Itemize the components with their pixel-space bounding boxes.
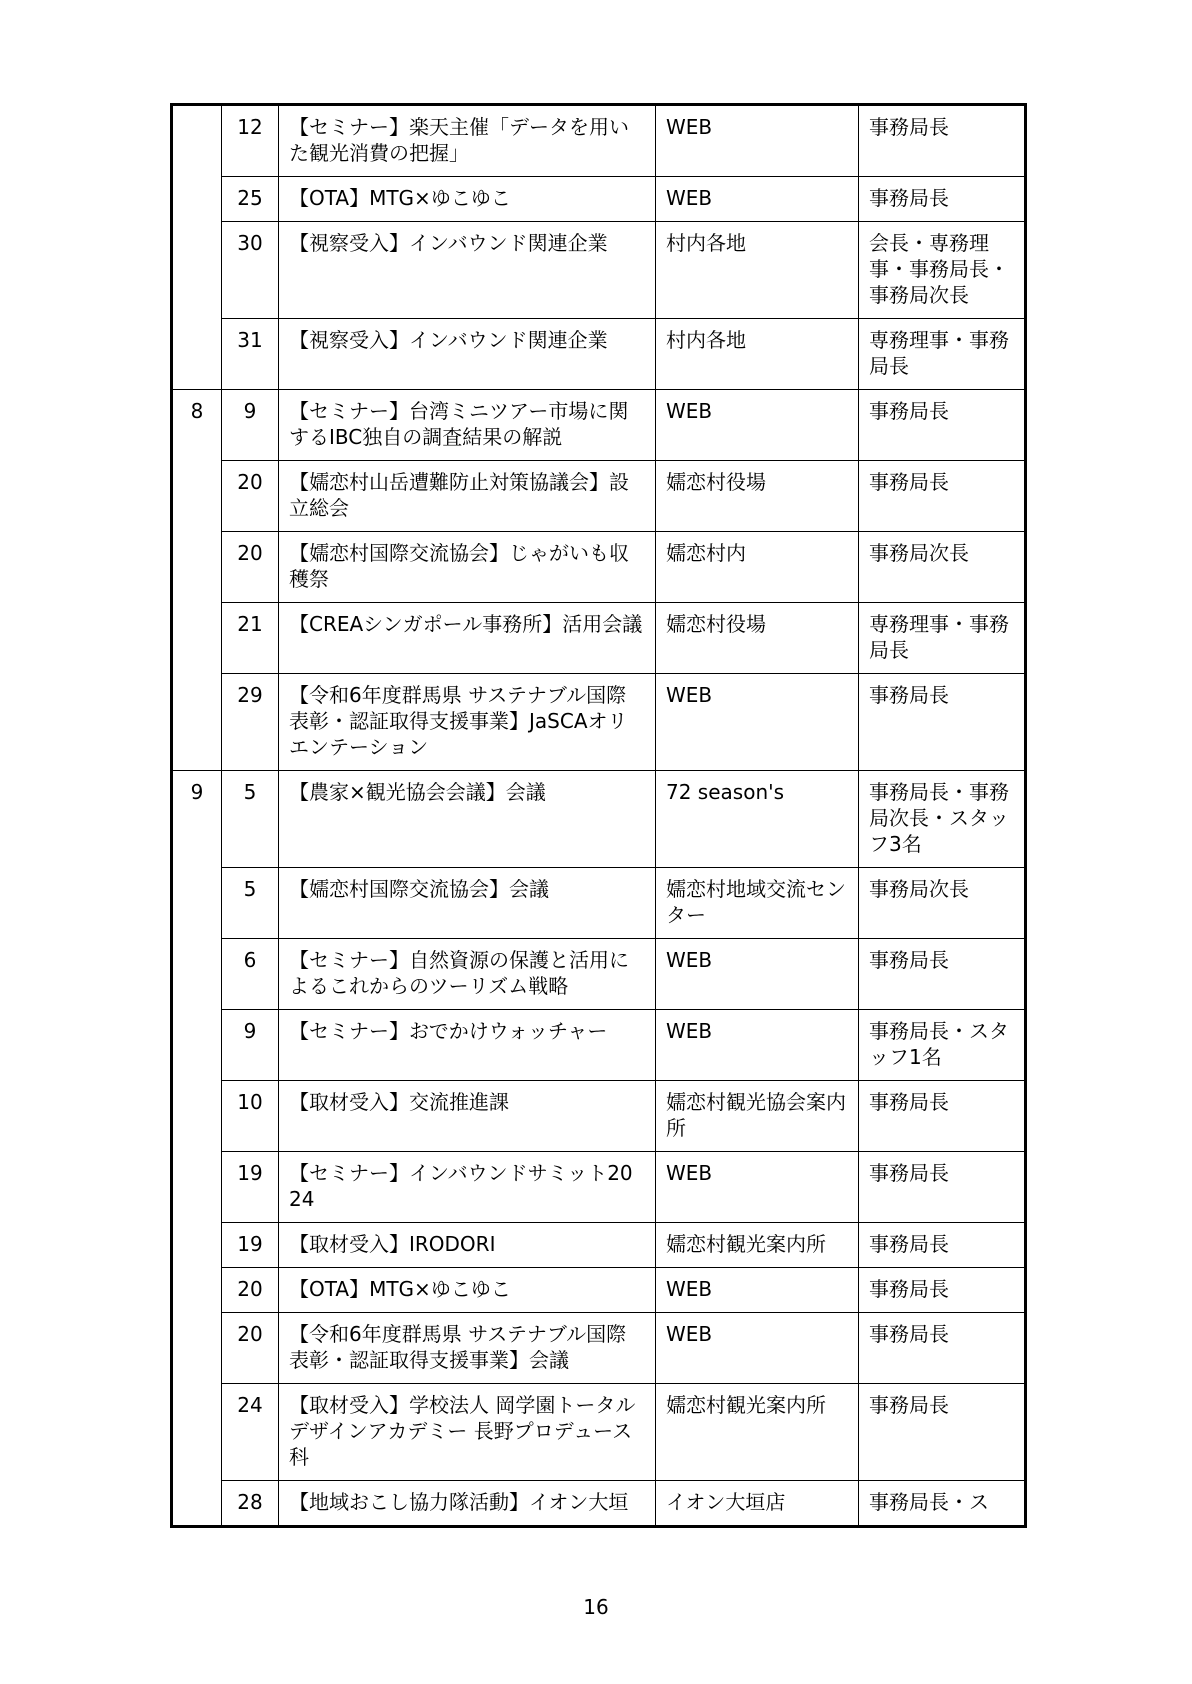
event-cell: 【視察受入】インバウンド関連企業	[279, 222, 656, 319]
place-cell: 嬬恋村観光案内所	[656, 1223, 859, 1268]
day-cell: 5	[222, 868, 279, 939]
table-row	[172, 105, 1026, 177]
event-cell: 【取材受入】IRODORI	[279, 1223, 656, 1268]
day-cell: 20	[222, 461, 279, 532]
attendee-cell: 事務局長	[859, 1081, 1026, 1152]
schedule-table-body	[172, 105, 1026, 1527]
day-cell: 29	[222, 674, 279, 771]
day-cell: 20	[222, 532, 279, 603]
table-row	[172, 771, 1026, 868]
day-cell: 9	[222, 1010, 279, 1081]
table-row	[172, 868, 1026, 939]
place-cell: 村内各地	[656, 319, 859, 390]
event-cell: 【セミナー】おでかけウォッチャー	[279, 1010, 656, 1081]
place-cell: 嬬恋村観光協会案内所	[656, 1081, 859, 1152]
place-cell: 嬬恋村役場	[656, 461, 859, 532]
day-cell: 6	[222, 939, 279, 1010]
place-cell: WEB	[656, 939, 859, 1010]
attendee-cell: 事務局長	[859, 1384, 1026, 1481]
table-row	[172, 177, 1026, 222]
attendee-cell: 事務局長	[859, 1152, 1026, 1223]
table-row	[172, 222, 1026, 319]
event-cell: 【取材受入】学校法人 岡学園トータルデザインアカデミー 長野プロデュース科	[279, 1384, 656, 1481]
table-row	[172, 1152, 1026, 1223]
place-cell: WEB	[656, 390, 859, 461]
table-row	[172, 1081, 1026, 1152]
day-cell: 20	[222, 1268, 279, 1313]
attendee-cell: 専務理事・事務局長	[859, 319, 1026, 390]
table-row	[172, 390, 1026, 461]
table-row	[172, 1223, 1026, 1268]
day-cell: 20	[222, 1313, 279, 1384]
day-cell: 12	[222, 105, 279, 177]
day-cell: 19	[222, 1223, 279, 1268]
event-cell: 【OTA】MTG×ゆこゆこ	[279, 1268, 656, 1313]
page-number: 16	[583, 1595, 609, 1619]
attendee-cell: 事務局長	[859, 1313, 1026, 1384]
attendee-cell: 事務局次長	[859, 532, 1026, 603]
event-cell: 【取材受入】交流推進課	[279, 1081, 656, 1152]
attendee-cell: 事務局長	[859, 1268, 1026, 1313]
month-cell: 8	[172, 390, 222, 771]
attendee-cell: 専務理事・事務局長	[859, 603, 1026, 674]
event-cell: 【セミナー】自然資源の保護と活用によるこれからのツーリズム戦略	[279, 939, 656, 1010]
event-cell: 【令和6年度群馬県 サステナブル国際表彰・認証取得支援事業】JaSCAオリエンテーション	[279, 674, 656, 771]
event-cell: 【視察受入】インバウンド関連企業	[279, 319, 656, 390]
attendee-cell: 事務局長	[859, 177, 1026, 222]
place-cell: WEB	[656, 1313, 859, 1384]
attendee-cell: 事務局長	[859, 461, 1026, 532]
table-row	[172, 1313, 1026, 1384]
attendee-cell: 事務局長・スタッフ1名	[859, 1010, 1026, 1081]
place-cell: 72 season's	[656, 771, 859, 868]
attendee-cell: 事務局長	[859, 674, 1026, 771]
place-cell: 嬬恋村役場	[656, 603, 859, 674]
event-cell: 【セミナー】台湾ミニツアー市場に関するIBC独自の調査結果の解説	[279, 390, 656, 461]
attendee-cell: 事務局長	[859, 105, 1026, 177]
table-row	[172, 1481, 1026, 1527]
event-cell: 【令和6年度群馬県 サステナブル国際表彰・認証取得支援事業】会議	[279, 1313, 656, 1384]
activity-schedule-table	[170, 103, 1027, 1528]
attendee-cell: 事務局次長	[859, 868, 1026, 939]
table-row	[172, 1384, 1026, 1481]
table-row	[172, 319, 1026, 390]
day-cell: 31	[222, 319, 279, 390]
attendee-cell: 事務局長・ス	[859, 1481, 1026, 1527]
day-cell: 28	[222, 1481, 279, 1527]
event-cell: 【セミナー】インバウンドサミット2024	[279, 1152, 656, 1223]
table-row	[172, 1268, 1026, 1313]
day-cell: 21	[222, 603, 279, 674]
place-cell: 村内各地	[656, 222, 859, 319]
attendee-cell: 事務局長	[859, 1223, 1026, 1268]
day-cell: 9	[222, 390, 279, 461]
place-cell: WEB	[656, 1268, 859, 1313]
place-cell: WEB	[656, 1152, 859, 1223]
table-row	[172, 1010, 1026, 1081]
day-cell: 19	[222, 1152, 279, 1223]
attendee-cell: 事務局長	[859, 390, 1026, 461]
day-cell: 5	[222, 771, 279, 868]
place-cell: 嬬恋村地域交流センター	[656, 868, 859, 939]
place-cell: 嬬恋村観光案内所	[656, 1384, 859, 1481]
table-row	[172, 532, 1026, 603]
attendee-cell: 事務局長・事務局次長・スタッフ3名	[859, 771, 1026, 868]
table-row	[172, 939, 1026, 1010]
event-cell: 【嬬恋村山岳遭難防止対策協議会】設立総会	[279, 461, 656, 532]
month-cell	[172, 105, 222, 390]
table-row	[172, 674, 1026, 771]
event-cell: 【地域おこし協力隊活動】イオン大垣	[279, 1481, 656, 1527]
place-cell: WEB	[656, 177, 859, 222]
table-row	[172, 461, 1026, 532]
event-cell: 【OTA】MTG×ゆこゆこ	[279, 177, 656, 222]
day-cell: 24	[222, 1384, 279, 1481]
day-cell: 10	[222, 1081, 279, 1152]
event-cell: 【嬬恋村国際交流協会】会議	[279, 868, 656, 939]
day-cell: 25	[222, 177, 279, 222]
month-cell: 9	[172, 771, 222, 1527]
event-cell: 【嬬恋村国際交流協会】じゃがいも収穫祭	[279, 532, 656, 603]
table-row	[172, 603, 1026, 674]
event-cell: 【農家×観光協会会議】会議	[279, 771, 656, 868]
day-cell: 30	[222, 222, 279, 319]
place-cell: イオン大垣店	[656, 1481, 859, 1527]
place-cell: 嬬恋村内	[656, 532, 859, 603]
place-cell: WEB	[656, 1010, 859, 1081]
place-cell: WEB	[656, 674, 859, 771]
attendee-cell: 事務局長	[859, 939, 1026, 1010]
attendee-cell: 会長・専務理事・事務局長・事務局次長	[859, 222, 1026, 319]
place-cell: WEB	[656, 105, 859, 177]
event-cell: 【CREAシンガポール事務所】活用会議	[279, 603, 656, 674]
event-cell: 【セミナー】楽天主催「データを用いた観光消費の把握」	[279, 105, 656, 177]
